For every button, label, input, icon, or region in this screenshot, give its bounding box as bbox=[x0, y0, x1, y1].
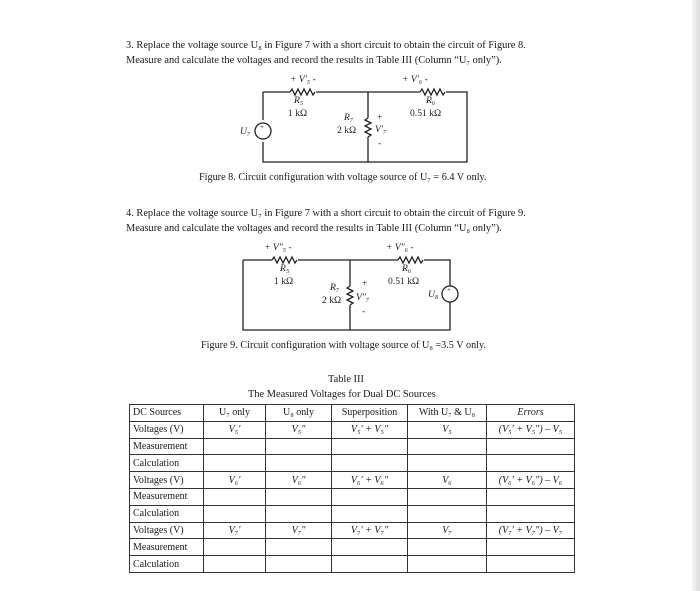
fig8-source-label: U₇ bbox=[240, 126, 251, 137]
table-header-row bbox=[130, 405, 575, 422]
empty-entry-cell bbox=[332, 455, 408, 472]
page-edge-shadow bbox=[692, 0, 700, 591]
formula-cell: V₇′ bbox=[204, 522, 266, 539]
fig9-r7-value: 2 kΩ bbox=[322, 295, 342, 306]
empty-entry-cell bbox=[204, 505, 266, 522]
empty-entry-cell bbox=[266, 505, 332, 522]
empty-entry-cell bbox=[408, 438, 487, 455]
empty-entry-cell bbox=[332, 539, 408, 556]
empty-entry-cell bbox=[408, 539, 487, 556]
formula-cell: (V₇′ + V₇″) – V₇ bbox=[487, 522, 575, 539]
fig8-v7-label: V′₇ bbox=[375, 124, 387, 135]
empty-entry-cell bbox=[266, 539, 332, 556]
fig9-source-plus: + bbox=[447, 286, 451, 294]
empty-entry-cell bbox=[266, 556, 332, 573]
step-4-line-2: Measure and calculate the voltages and record the results in Table III (Column “U₈ only”). bbox=[126, 223, 502, 234]
formula-cell: V₆′ bbox=[204, 472, 266, 489]
empty-entry-cell bbox=[408, 556, 487, 573]
figure-9-circuit bbox=[238, 238, 468, 338]
fig9-wire-right-bottom-left bbox=[243, 260, 450, 330]
formula-cell: V₆ bbox=[408, 472, 487, 489]
header-errors: Errors bbox=[487, 405, 575, 422]
fig8-r7-name: R₇ bbox=[344, 112, 354, 123]
empty-entry-cell bbox=[266, 438, 332, 455]
fig8-r6-name: R₆ bbox=[426, 95, 436, 106]
formula-cell: V₅″ bbox=[266, 421, 332, 438]
figure-9-caption: Figure 9. Circuit configuration with voltage source of U₈ =3.5 V only. bbox=[201, 340, 486, 351]
fig9-v7-minus: - bbox=[362, 306, 366, 317]
empty-entry-cell bbox=[332, 488, 408, 505]
formula-cell: V₅ bbox=[408, 421, 487, 438]
empty-entry-cell bbox=[266, 488, 332, 505]
results-table-body bbox=[130, 405, 575, 573]
fig8-v6-label: + V′₆ - bbox=[402, 74, 428, 85]
formula-cell: V₇′ + V₇″ bbox=[332, 522, 408, 539]
fig9-v5-label: + V″₅ - bbox=[264, 242, 292, 253]
formula-cell: (V₆′ + V₆″) – V₆ bbox=[487, 472, 575, 489]
empty-entry-cell bbox=[332, 438, 408, 455]
empty-entry-cell bbox=[332, 556, 408, 573]
fig9-r5-value: 1 kΩ bbox=[274, 276, 294, 287]
table-row bbox=[130, 421, 575, 438]
fig9-wire-top-right bbox=[424, 260, 450, 286]
formula-cell: V₇ bbox=[408, 522, 487, 539]
table-label: Table III bbox=[328, 374, 364, 385]
formula-cell: (V₅′ + V₅″) – V₅ bbox=[487, 421, 575, 438]
fig8-v7-minus: - bbox=[378, 138, 382, 149]
fig8-r6-value: 0.51 kΩ bbox=[410, 108, 442, 119]
step-4-line-1: 4. Replace the voltage source U₇ in Figure 7 with a short circuit to obtain the circuit of Figure 9. bbox=[126, 208, 526, 219]
header-u8-only: U₈ only bbox=[266, 405, 332, 422]
empty-entry-cell bbox=[204, 438, 266, 455]
empty-entry-cell bbox=[487, 438, 575, 455]
fig9-v7-plus: + bbox=[362, 278, 368, 289]
fig8-source-plus: + bbox=[260, 123, 264, 131]
row-label-cell: Calculation bbox=[130, 455, 204, 472]
row-label-cell: Measurement bbox=[130, 488, 204, 505]
fig9-v7-label: V″₇ bbox=[356, 292, 370, 303]
empty-entry-cell bbox=[266, 455, 332, 472]
fig9-r6-name: R₆ bbox=[402, 263, 412, 274]
header-superposition: Superposition bbox=[332, 405, 408, 422]
step-3-line-2: Measure and calculate the voltages and record the results in Table III (Column “U₇ only”). bbox=[126, 55, 502, 66]
figure-8-circuit bbox=[240, 70, 490, 170]
table-row bbox=[130, 455, 575, 472]
fig8-v7-plus: + bbox=[377, 112, 383, 123]
formula-cell: V₆′ + V₆″ bbox=[332, 472, 408, 489]
table-row bbox=[130, 539, 575, 556]
table-title: The Measured Voltages for Dual DC Sources bbox=[248, 389, 436, 400]
empty-entry-cell bbox=[487, 488, 575, 505]
empty-entry-cell bbox=[204, 556, 266, 573]
empty-entry-cell bbox=[204, 455, 266, 472]
step-3-line-1: 3. Replace the voltage source U₈ in Figure 7 with a short circuit to obtain the circuit of Figure 8. bbox=[126, 40, 526, 51]
fig8-v5-label: + V′₅ - bbox=[290, 74, 316, 85]
row-label-cell: Voltages (V) bbox=[130, 472, 204, 489]
empty-entry-cell bbox=[408, 455, 487, 472]
empty-entry-cell bbox=[408, 488, 487, 505]
fig8-r5-name: R₅ bbox=[294, 95, 304, 106]
empty-entry-cell bbox=[487, 539, 575, 556]
empty-entry-cell bbox=[332, 505, 408, 522]
row-label-cell: Calculation bbox=[130, 505, 204, 522]
row-label-cell: Voltages (V) bbox=[130, 421, 204, 438]
row-label-cell: Measurement bbox=[130, 438, 204, 455]
table-row bbox=[130, 438, 575, 455]
fig9-source-label: U₈ bbox=[428, 289, 439, 300]
empty-entry-cell bbox=[204, 488, 266, 505]
fig9-v6-label: + V″₆ - bbox=[386, 242, 414, 253]
results-table bbox=[129, 404, 575, 573]
fig9-r6-value: 0.51 kΩ bbox=[388, 276, 420, 287]
formula-cell: V₇″ bbox=[266, 522, 332, 539]
step-4-instructions bbox=[126, 206, 586, 236]
fig8-r7-value: 2 kΩ bbox=[337, 125, 357, 136]
table-row bbox=[130, 505, 575, 522]
table-row bbox=[130, 522, 575, 539]
table-row bbox=[130, 488, 575, 505]
row-label-cell: Voltages (V) bbox=[130, 522, 204, 539]
empty-entry-cell bbox=[204, 539, 266, 556]
empty-entry-cell bbox=[487, 455, 575, 472]
row-label-cell: Calculation bbox=[130, 556, 204, 573]
formula-cell: V₅′ + V₅″ bbox=[332, 421, 408, 438]
header-with-both: With U₇ & U₈ bbox=[408, 405, 487, 422]
row-label-cell: Measurement bbox=[130, 539, 204, 556]
formula-cell: V₆″ bbox=[266, 472, 332, 489]
empty-entry-cell bbox=[487, 556, 575, 573]
fig8-r5-value: 1 kΩ bbox=[288, 108, 308, 119]
empty-entry-cell bbox=[408, 505, 487, 522]
fig8-r7-resistor bbox=[365, 118, 371, 137]
fig9-r7-resistor bbox=[347, 286, 353, 305]
empty-entry-cell bbox=[487, 505, 575, 522]
formula-cell: V₅′ bbox=[204, 421, 266, 438]
figure-8-caption: Figure 8. Circuit configuration with voltage source of U₇ = 6.4 V only. bbox=[199, 172, 487, 183]
table-row bbox=[130, 556, 575, 573]
table-row bbox=[130, 472, 575, 489]
header-u7-only: U₇ only bbox=[204, 405, 266, 422]
fig9-r7-name: R₇ bbox=[330, 282, 340, 293]
fig9-r5-name: R₅ bbox=[280, 263, 290, 274]
header-dc-sources: DC Sources bbox=[130, 405, 204, 422]
step-3-instructions bbox=[126, 38, 586, 68]
